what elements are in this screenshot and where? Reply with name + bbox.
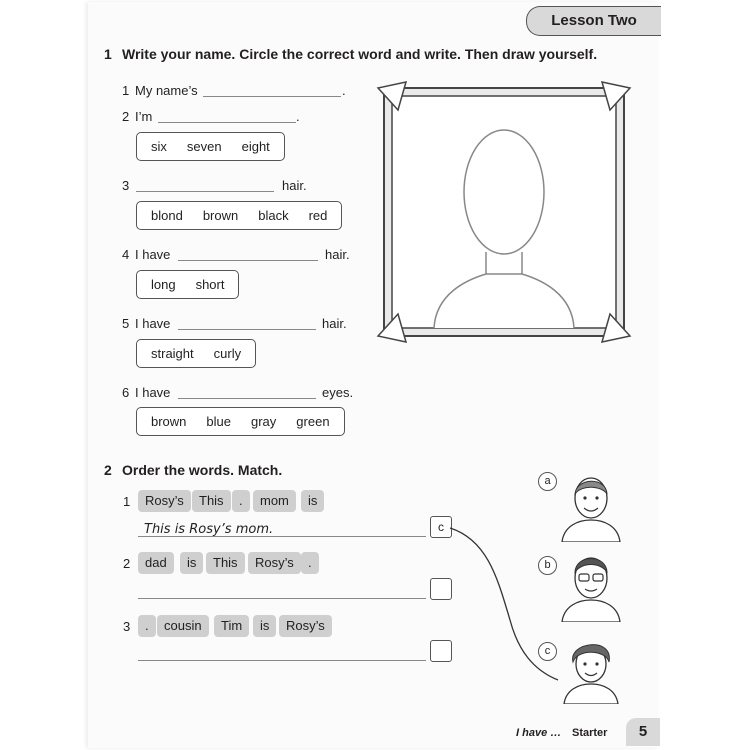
- option-word[interactable]: curly: [213, 346, 242, 361]
- word-tile[interactable]: is: [253, 615, 276, 637]
- page-number: 5: [626, 718, 660, 746]
- word-tile[interactable]: Rosy’s: [248, 552, 301, 574]
- item-number: 1: [123, 494, 131, 509]
- lesson-tab: Lesson Two: [526, 6, 661, 36]
- item-prefix: I’m: [135, 109, 153, 124]
- item-suffix: .: [296, 109, 300, 124]
- dad-picture: [556, 550, 626, 622]
- exercise-2-number: 2: [104, 462, 112, 478]
- word-tile[interactable]: dad: [138, 552, 174, 574]
- item-number: 6: [122, 385, 130, 400]
- item-suffix: .: [342, 83, 346, 98]
- option-word[interactable]: gray: [251, 414, 277, 429]
- item-number: 3: [122, 178, 130, 193]
- option-word[interactable]: brown: [151, 414, 187, 429]
- sentence-3-answer-line[interactable]: [138, 660, 426, 661]
- eye-color-options-box: [136, 407, 345, 436]
- match-line: [448, 520, 568, 700]
- word-tile[interactable]: Rosy’s: [279, 615, 332, 637]
- option-word[interactable]: blond: [151, 208, 183, 223]
- footer-unit-title: I have …: [516, 727, 562, 739]
- option-word[interactable]: six: [151, 139, 167, 154]
- item-prefix: I have: [135, 385, 171, 400]
- option-word[interactable]: green: [296, 414, 330, 429]
- mom-picture: [556, 470, 626, 542]
- item-prefix: I have: [135, 316, 171, 331]
- word-tile[interactable]: is: [180, 552, 203, 574]
- self-portrait-frame[interactable]: [376, 80, 632, 344]
- exercise-2-instruction: Order the words. Match.: [122, 462, 283, 478]
- item-suffix: hair.: [282, 178, 307, 193]
- option-word[interactable]: brown: [202, 208, 239, 223]
- item-number: 5: [122, 316, 130, 331]
- option-word[interactable]: long: [151, 277, 176, 292]
- name-answer-line[interactable]: [203, 96, 341, 97]
- option-word[interactable]: black: [258, 208, 289, 223]
- word-tile[interactable]: Tim: [214, 615, 249, 637]
- footer-unit-name: Starter: [572, 727, 608, 739]
- cousin-picture: [556, 632, 626, 704]
- picture-label-a: a: [538, 472, 557, 491]
- sentence-2-answer-line[interactable]: [138, 598, 426, 599]
- hair-length-answer-line[interactable]: [178, 260, 318, 261]
- hair-type-options-box: [136, 339, 256, 368]
- word-tile[interactable]: .: [232, 490, 250, 512]
- exercise-1-instruction: Write your name. Circle the correct word and write. Then draw yourself.: [122, 46, 598, 62]
- option-word[interactable]: eight: [241, 139, 270, 154]
- option-word[interactable]: blue: [206, 414, 231, 429]
- sentence-1-answer: This is Rosy’s mom.: [144, 522, 274, 537]
- hair-type-answer-line[interactable]: [178, 329, 316, 330]
- word-tile[interactable]: Rosy’s: [138, 490, 191, 512]
- item-suffix: eyes.: [322, 385, 354, 400]
- exercise-1-number: 1: [104, 46, 112, 62]
- hair-length-options-box: [136, 270, 239, 299]
- word-tile[interactable]: mom: [253, 490, 296, 512]
- hair-color-options-box: [136, 201, 342, 230]
- item-number: 1: [122, 83, 130, 98]
- item-prefix: My name’s: [135, 83, 198, 98]
- option-word[interactable]: seven: [186, 139, 222, 154]
- item-number: 4: [122, 247, 130, 262]
- word-tile[interactable]: .: [138, 615, 156, 637]
- age-options-box: [136, 132, 285, 161]
- item-prefix: I have: [135, 247, 171, 262]
- option-word[interactable]: straight: [151, 346, 194, 361]
- match-1-box[interactable]: c: [430, 516, 452, 538]
- item-number: 2: [123, 556, 131, 571]
- word-tile[interactable]: .: [301, 552, 319, 574]
- item-number: 2: [122, 109, 130, 124]
- hair-color-answer-line[interactable]: [136, 191, 274, 192]
- picture-label-c: c: [538, 642, 557, 661]
- age-answer-line[interactable]: [158, 122, 296, 123]
- word-tile[interactable]: cousin: [157, 615, 209, 637]
- word-tile[interactable]: is: [301, 490, 324, 512]
- word-tile[interactable]: This: [206, 552, 245, 574]
- item-number: 3: [123, 619, 131, 634]
- option-word[interactable]: red: [308, 208, 328, 223]
- picture-label-b: b: [538, 556, 557, 575]
- option-word[interactable]: short: [195, 277, 225, 292]
- eye-color-answer-line[interactable]: [178, 398, 316, 399]
- word-tile[interactable]: This: [192, 490, 231, 512]
- item-suffix: hair.: [325, 247, 350, 262]
- item-suffix: hair.: [322, 316, 347, 331]
